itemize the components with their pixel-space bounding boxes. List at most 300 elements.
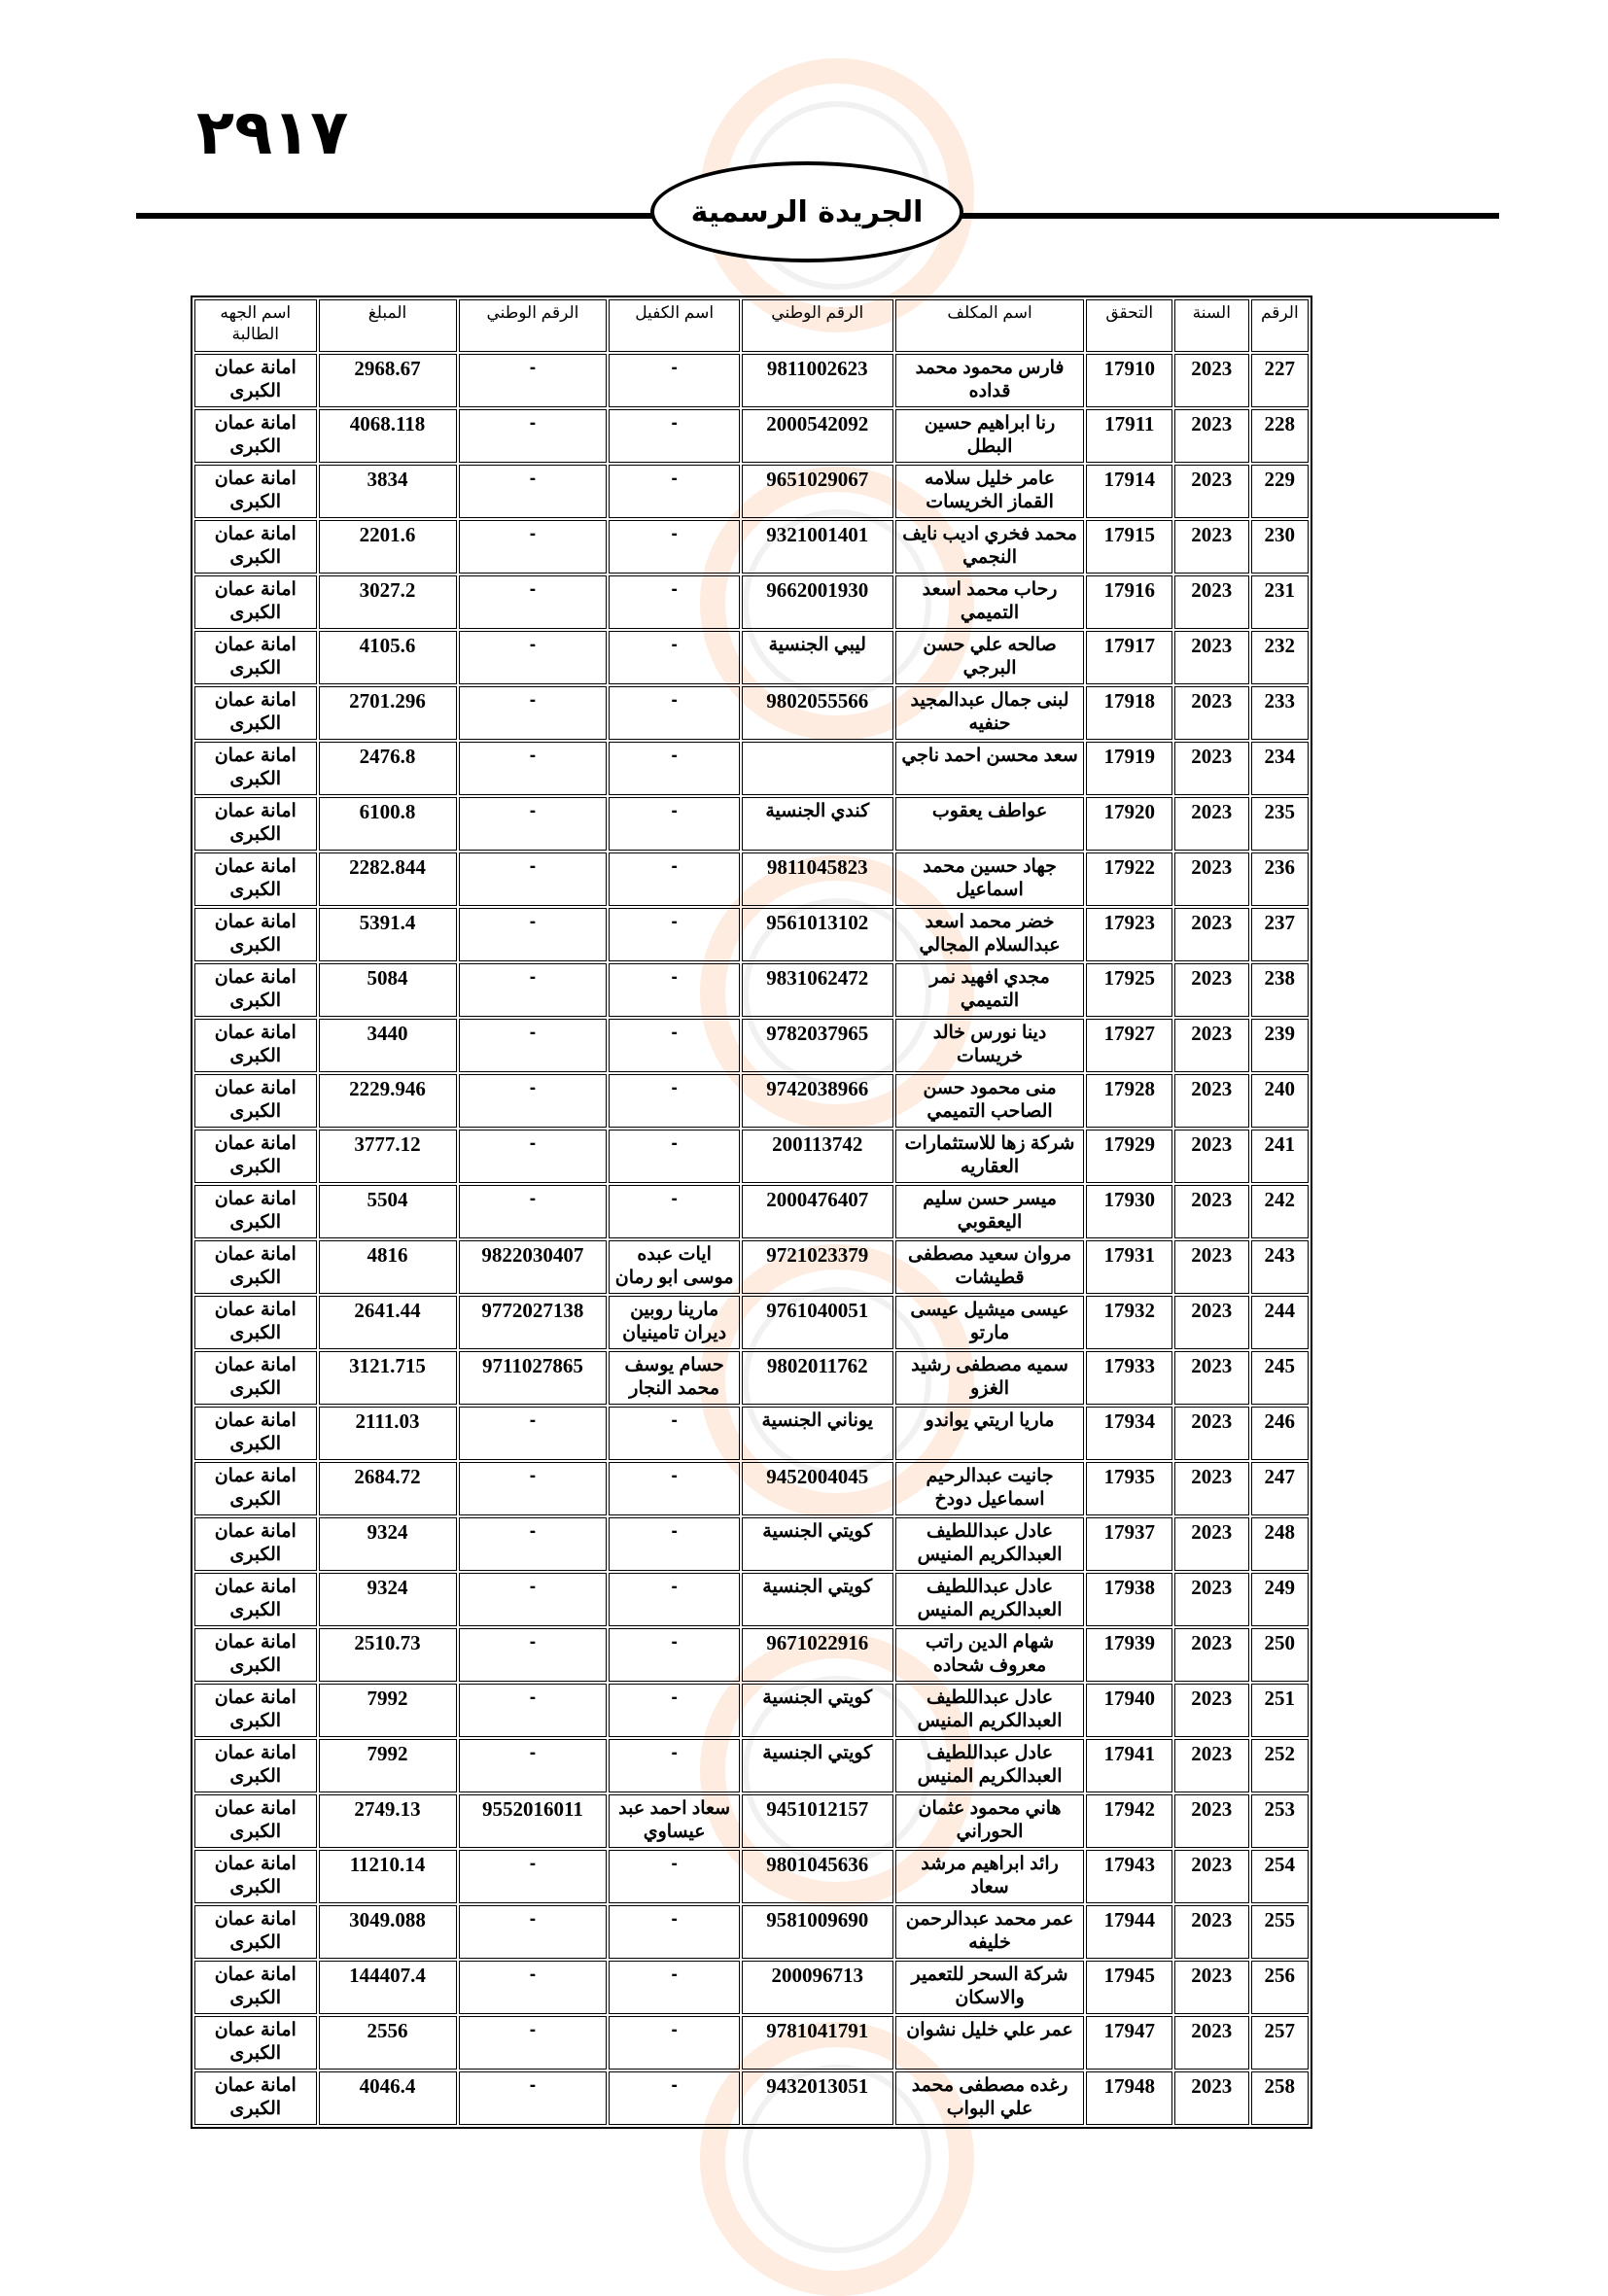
cell-year: 2023 <box>1174 631 1249 684</box>
cell-row-number: 258 <box>1251 2071 1309 2125</box>
cell-amount: 5391.4 <box>319 908 457 961</box>
cell-verification: 17932 <box>1086 1296 1172 1349</box>
cell-requesting-entity: امانة عمان الكبرى <box>194 1407 317 1460</box>
cell-year: 2023 <box>1174 465 1249 518</box>
cell-amount: 2111.03 <box>319 1407 457 1460</box>
cell-guarantor-name: - <box>609 742 740 795</box>
cell-national-id: 9432013051 <box>742 2071 893 2125</box>
cell-taxpayer-name: شركة السحر للتعمير والاسكان <box>895 1961 1085 2014</box>
cell-guarantor-national-id: 9711027865 <box>459 1351 608 1405</box>
cell-year: 2023 <box>1174 1905 1249 1959</box>
cell-national-id: ليبي الجنسية <box>742 631 893 684</box>
cell-taxpayer-name: عادل عبداللطيف العبدالكريم المنيس <box>895 1739 1085 1792</box>
cell-amount: 9324 <box>319 1573 457 1626</box>
cell-amount: 144407.4 <box>319 1961 457 2014</box>
cell-taxpayer-name: رائد ابراهيم مرشد سعاد <box>895 1850 1085 1903</box>
cell-guarantor-national-id: - <box>459 908 608 961</box>
cell-taxpayer-name: محمد فخري اديب نايف النجمي <box>895 520 1085 574</box>
cell-year: 2023 <box>1174 1794 1249 1848</box>
cell-row-number: 245 <box>1251 1351 1309 1405</box>
gazette-title-oval <box>650 161 963 262</box>
cell-amount: 3121.715 <box>319 1351 457 1405</box>
cell-requesting-entity: امانة عمان الكبرى <box>194 1185 317 1238</box>
table-row <box>194 1240 1309 1294</box>
cell-taxpayer-name: عمر محمد عبدالرحمن خليفه <box>895 1905 1085 1959</box>
cell-verification: 17947 <box>1086 2016 1172 2070</box>
cell-row-number: 248 <box>1251 1517 1309 1571</box>
cell-requesting-entity: امانة عمان الكبرى <box>194 2071 317 2125</box>
cell-amount: 11210.14 <box>319 1850 457 1903</box>
cell-guarantor-name: - <box>609 686 740 740</box>
cell-guarantor-name: - <box>609 631 740 684</box>
records-table <box>191 296 1312 2129</box>
cell-guarantor-national-id: - <box>459 1905 608 1959</box>
cell-national-id: كويتي الجنسية <box>742 1573 893 1626</box>
cell-national-id: 9802011762 <box>742 1351 893 1405</box>
table-row <box>194 1351 1309 1405</box>
cell-national-id: 9782037965 <box>742 1019 893 1072</box>
cell-requesting-entity: امانة عمان الكبرى <box>194 1905 317 1959</box>
cell-guarantor-national-id: - <box>459 465 608 518</box>
cell-year: 2023 <box>1174 1019 1249 1072</box>
cell-year: 2023 <box>1174 686 1249 740</box>
cell-amount: 4068.118 <box>319 409 457 463</box>
cell-verification: 17938 <box>1086 1573 1172 1626</box>
cell-requesting-entity: امانة عمان الكبرى <box>194 1074 317 1128</box>
cell-amount: 2476.8 <box>319 742 457 795</box>
cell-guarantor-name: سعاد احمد عبد عيساوي <box>609 1794 740 1848</box>
cell-verification: 17919 <box>1086 742 1172 795</box>
cell-guarantor-name: - <box>609 1185 740 1238</box>
cell-national-id: كندي الجنسية <box>742 797 893 851</box>
cell-guarantor-name: - <box>609 1019 740 1072</box>
cell-guarantor-national-id: - <box>459 1739 608 1792</box>
cell-requesting-entity: امانة عمان الكبرى <box>194 1462 317 1515</box>
cell-amount: 2201.6 <box>319 520 457 574</box>
cell-guarantor-national-id: 9772027138 <box>459 1296 608 1349</box>
cell-year: 2023 <box>1174 1462 1249 1515</box>
cell-year: 2023 <box>1174 1240 1249 1294</box>
cell-verification: 17915 <box>1086 520 1172 574</box>
cell-year: 2023 <box>1174 1185 1249 1238</box>
table-row <box>194 1517 1309 1571</box>
cell-guarantor-name: - <box>609 963 740 1017</box>
table-row <box>194 1794 1309 1848</box>
column-header-year: السنة <box>1174 299 1249 352</box>
cell-amount: 4105.6 <box>319 631 457 684</box>
cell-row-number: 229 <box>1251 465 1309 518</box>
cell-guarantor-national-id: - <box>459 963 608 1017</box>
cell-requesting-entity: امانة عمان الكبرى <box>194 1351 317 1405</box>
page-number: ٢٩١٧ <box>196 97 349 169</box>
cell-year: 2023 <box>1174 2071 1249 2125</box>
table-row <box>194 797 1309 851</box>
cell-national-id: 9662001930 <box>742 575 893 629</box>
cell-national-id: كويتي الجنسية <box>742 1517 893 1571</box>
cell-amount: 7992 <box>319 1739 457 1792</box>
cell-guarantor-national-id: - <box>459 1684 608 1737</box>
cell-national-id: 2000542092 <box>742 409 893 463</box>
cell-year: 2023 <box>1174 520 1249 574</box>
column-header-taxpayer-name: اسم المكلف <box>895 299 1085 352</box>
table-header-row <box>194 299 1309 352</box>
table-row <box>194 2016 1309 2070</box>
table-row <box>194 465 1309 518</box>
cell-national-id: 9742038966 <box>742 1074 893 1128</box>
column-header-national-id: الرقم الوطني <box>742 299 893 352</box>
cell-guarantor-national-id: - <box>459 631 608 684</box>
cell-year: 2023 <box>1174 1961 1249 2014</box>
cell-amount: 5504 <box>319 1185 457 1238</box>
cell-guarantor-national-id: - <box>459 1462 608 1515</box>
cell-amount: 2556 <box>319 2016 457 2070</box>
cell-guarantor-name: - <box>609 797 740 851</box>
cell-verification: 17944 <box>1086 1905 1172 1959</box>
cell-taxpayer-name: شهام الدين راتب معروف شحاده <box>895 1628 1085 1682</box>
cell-verification: 17929 <box>1086 1130 1172 1183</box>
column-header-guarantor-national-id: الرقم الوطني <box>459 299 608 352</box>
cell-national-id: 9671022916 <box>742 1628 893 1682</box>
cell-row-number: 233 <box>1251 686 1309 740</box>
cell-amount: 3049.088 <box>319 1905 457 1959</box>
cell-national-id: 9801045636 <box>742 1850 893 1903</box>
cell-amount: 2684.72 <box>319 1462 457 1515</box>
cell-verification: 17930 <box>1086 1185 1172 1238</box>
cell-amount: 3440 <box>319 1019 457 1072</box>
table-row <box>194 908 1309 961</box>
table-row <box>194 1905 1309 1959</box>
cell-row-number: 232 <box>1251 631 1309 684</box>
table-row <box>194 1407 1309 1460</box>
cell-guarantor-national-id: - <box>459 409 608 463</box>
cell-taxpayer-name: رغده مصطفى محمد علي البواب <box>895 2071 1085 2125</box>
cell-amount: 2282.844 <box>319 852 457 906</box>
cell-verification: 17934 <box>1086 1407 1172 1460</box>
cell-guarantor-name: - <box>609 354 740 407</box>
cell-requesting-entity: امانة عمان الكبرى <box>194 520 317 574</box>
cell-guarantor-name: - <box>609 1517 740 1571</box>
cell-year: 2023 <box>1174 1573 1249 1626</box>
cell-guarantor-national-id: 9552016011 <box>459 1794 608 1848</box>
cell-guarantor-name: - <box>609 520 740 574</box>
cell-requesting-entity: امانة عمان الكبرى <box>194 1794 317 1848</box>
cell-national-id: 200113742 <box>742 1130 893 1183</box>
cell-taxpayer-name: عادل عبداللطيف العبدالكريم المنيس <box>895 1684 1085 1737</box>
table-row <box>194 1573 1309 1626</box>
cell-year: 2023 <box>1174 1351 1249 1405</box>
cell-guarantor-national-id: - <box>459 1628 608 1682</box>
cell-row-number: 244 <box>1251 1296 1309 1349</box>
table-row <box>194 1739 1309 1792</box>
cell-guarantor-national-id: 9822030407 <box>459 1240 608 1294</box>
cell-guarantor-national-id: - <box>459 1074 608 1128</box>
cell-verification: 17942 <box>1086 1794 1172 1848</box>
cell-guarantor-national-id: - <box>459 797 608 851</box>
cell-amount: 6100.8 <box>319 797 457 851</box>
cell-taxpayer-name: لبنى جمال عبدالمجيد حنفيه <box>895 686 1085 740</box>
cell-taxpayer-name: عمر علي خليل نشوان <box>895 2016 1085 2070</box>
cell-verification: 17937 <box>1086 1517 1172 1571</box>
cell-requesting-entity: امانة عمان الكبرى <box>194 1684 317 1737</box>
cell-verification: 17940 <box>1086 1684 1172 1737</box>
cell-year: 2023 <box>1174 2016 1249 2070</box>
cell-row-number: 240 <box>1251 1074 1309 1128</box>
cell-verification: 17945 <box>1086 1961 1172 2014</box>
cell-guarantor-national-id: - <box>459 2071 608 2125</box>
cell-row-number: 251 <box>1251 1684 1309 1737</box>
cell-guarantor-name: - <box>609 1905 740 1959</box>
cell-amount: 3027.2 <box>319 575 457 629</box>
cell-row-number: 228 <box>1251 409 1309 463</box>
cell-national-id: 9321001401 <box>742 520 893 574</box>
cell-year: 2023 <box>1174 963 1249 1017</box>
cell-requesting-entity: امانة عمان الكبرى <box>194 852 317 906</box>
cell-taxpayer-name: عادل عبداللطيف العبدالكريم المنيس <box>895 1573 1085 1626</box>
cell-row-number: 230 <box>1251 520 1309 574</box>
cell-verification: 17941 <box>1086 1739 1172 1792</box>
cell-year: 2023 <box>1174 797 1249 851</box>
cell-amount: 4816 <box>319 1240 457 1294</box>
cell-requesting-entity: امانة عمان الكبرى <box>194 963 317 1017</box>
cell-verification: 17911 <box>1086 409 1172 463</box>
table-row <box>194 2071 1309 2125</box>
cell-guarantor-national-id: - <box>459 1407 608 1460</box>
cell-guarantor-name: - <box>609 1961 740 2014</box>
cell-requesting-entity: امانة عمان الكبرى <box>194 1573 317 1626</box>
cell-verification: 17933 <box>1086 1351 1172 1405</box>
cell-taxpayer-name: ميسر حسن سليم اليعقوبي <box>895 1185 1085 1238</box>
cell-requesting-entity: امانة عمان الكبرى <box>194 409 317 463</box>
cell-taxpayer-name: عيسى ميشيل عيسى مارتو <box>895 1296 1085 1349</box>
table-row <box>194 631 1309 684</box>
cell-taxpayer-name: شركة زها للاستثمارات العقاريه <box>895 1130 1085 1183</box>
cell-requesting-entity: امانة عمان الكبرى <box>194 797 317 851</box>
cell-year: 2023 <box>1174 1628 1249 1682</box>
cell-row-number: 243 <box>1251 1240 1309 1294</box>
cell-national-id: 9451012157 <box>742 1794 893 1848</box>
cell-taxpayer-name: عواطف يعقوب <box>895 797 1085 851</box>
cell-taxpayer-name: سميه مصطفى رشيد الغزو <box>895 1351 1085 1405</box>
table-row <box>194 686 1309 740</box>
cell-row-number: 249 <box>1251 1573 1309 1626</box>
table-row <box>194 1628 1309 1682</box>
cell-requesting-entity: امانة عمان الكبرى <box>194 1240 317 1294</box>
cell-requesting-entity: امانة عمان الكبرى <box>194 742 317 795</box>
cell-national-id: 9781041791 <box>742 2016 893 2070</box>
cell-row-number: 252 <box>1251 1739 1309 1792</box>
cell-guarantor-name: ايات عبده موسى ابو رمان <box>609 1240 740 1294</box>
cell-amount: 2749.13 <box>319 1794 457 1848</box>
table-row <box>194 852 1309 906</box>
cell-guarantor-name: - <box>609 465 740 518</box>
cell-verification: 17925 <box>1086 963 1172 1017</box>
table-row <box>194 1684 1309 1737</box>
cell-taxpayer-name: جانيت عبدالرحيم اسماعيل دودخ <box>895 1462 1085 1515</box>
cell-national-id: 9811045823 <box>742 852 893 906</box>
cell-year: 2023 <box>1174 575 1249 629</box>
table-row <box>194 1019 1309 1072</box>
cell-requesting-entity: امانة عمان الكبرى <box>194 575 317 629</box>
cell-row-number: 257 <box>1251 2016 1309 2070</box>
column-header-requesting-entity: اسم الجهه الطالبة <box>194 299 317 352</box>
column-header-amount: المبلغ <box>319 299 457 352</box>
cell-national-id: 9721023379 <box>742 1240 893 1294</box>
cell-taxpayer-name: سعد محسن احمد ناجي <box>895 742 1085 795</box>
cell-row-number: 236 <box>1251 852 1309 906</box>
cell-row-number: 253 <box>1251 1794 1309 1848</box>
cell-national-id: 9581009690 <box>742 1905 893 1959</box>
cell-guarantor-national-id: - <box>459 852 608 906</box>
cell-taxpayer-name: مروان سعيد مصطفى قطيشات <box>895 1240 1085 1294</box>
cell-national-id: كويتي الجنسية <box>742 1684 893 1737</box>
cell-verification: 17939 <box>1086 1628 1172 1682</box>
cell-amount: 9324 <box>319 1517 457 1571</box>
cell-amount: 2510.73 <box>319 1628 457 1682</box>
cell-year: 2023 <box>1174 1074 1249 1128</box>
cell-national-id: 9761040051 <box>742 1296 893 1349</box>
cell-amount: 2641.44 <box>319 1296 457 1349</box>
cell-row-number: 231 <box>1251 575 1309 629</box>
cell-taxpayer-name: هاني محمود عثمان الحوراني <box>895 1794 1085 1848</box>
cell-guarantor-national-id: - <box>459 686 608 740</box>
cell-year: 2023 <box>1174 1850 1249 1903</box>
cell-verification: 17928 <box>1086 1074 1172 1128</box>
table-row <box>194 1130 1309 1183</box>
cell-row-number: 239 <box>1251 1019 1309 1072</box>
cell-taxpayer-name: عادل عبداللطيف العبدالكريم المنيس <box>895 1517 1085 1571</box>
cell-verification: 17914 <box>1086 465 1172 518</box>
cell-guarantor-national-id: - <box>459 2016 608 2070</box>
cell-verification: 17922 <box>1086 852 1172 906</box>
table-row <box>194 409 1309 463</box>
table-row <box>194 1296 1309 1349</box>
cell-year: 2023 <box>1174 1296 1249 1349</box>
cell-requesting-entity: امانة عمان الكبرى <box>194 465 317 518</box>
cell-national-id: 9561013102 <box>742 908 893 961</box>
cell-guarantor-national-id: - <box>459 354 608 407</box>
cell-guarantor-national-id: - <box>459 1961 608 2014</box>
cell-taxpayer-name: منى محمود حسن الصاحب التميمي <box>895 1074 1085 1128</box>
cell-guarantor-national-id: - <box>459 1130 608 1183</box>
cell-taxpayer-name: جهاد حسين محمد اسماعيل <box>895 852 1085 906</box>
column-header-row-number: الرقم <box>1251 299 1309 352</box>
cell-taxpayer-name: مجدي افهيد نمر التميمي <box>895 963 1085 1017</box>
cell-guarantor-national-id: - <box>459 1019 608 1072</box>
cell-amount: 4046.4 <box>319 2071 457 2125</box>
cell-guarantor-name: - <box>609 1407 740 1460</box>
cell-national-id: 9802055566 <box>742 686 893 740</box>
cell-taxpayer-name: صالحه علي حسن البرجي <box>895 631 1085 684</box>
cell-amount: 3777.12 <box>319 1130 457 1183</box>
table-row <box>194 520 1309 574</box>
cell-amount: 5084 <box>319 963 457 1017</box>
cell-row-number: 254 <box>1251 1850 1309 1903</box>
cell-taxpayer-name: رنا ابراهيم حسين البطل <box>895 409 1085 463</box>
cell-year: 2023 <box>1174 908 1249 961</box>
cell-guarantor-name: مارينا روبين ديران تامينيان <box>609 1296 740 1349</box>
cell-amount: 2701.296 <box>319 686 457 740</box>
cell-row-number: 241 <box>1251 1130 1309 1183</box>
cell-guarantor-name: - <box>609 409 740 463</box>
cell-amount: 2968.67 <box>319 354 457 407</box>
cell-taxpayer-name: فارس محمود محمد قداده <box>895 354 1085 407</box>
cell-year: 2023 <box>1174 1130 1249 1183</box>
cell-verification: 17931 <box>1086 1240 1172 1294</box>
cell-taxpayer-name: ماريا اريتي يواندو <box>895 1407 1085 1460</box>
cell-taxpayer-name: دينا نورس خالد خريسات <box>895 1019 1085 1072</box>
cell-guarantor-national-id: - <box>459 742 608 795</box>
cell-taxpayer-name: خضر محمد اسعد عبدالسلام المجالي <box>895 908 1085 961</box>
cell-guarantor-name: - <box>609 1573 740 1626</box>
table-row <box>194 1185 1309 1238</box>
cell-row-number: 255 <box>1251 1905 1309 1959</box>
cell-amount: 2229.946 <box>319 1074 457 1128</box>
cell-verification: 17943 <box>1086 1850 1172 1903</box>
cell-guarantor-name: - <box>609 1628 740 1682</box>
cell-national-id: كويتي الجنسية <box>742 1739 893 1792</box>
gazette-title: الجريدة الرسمية <box>690 194 924 229</box>
cell-requesting-entity: امانة عمان الكبرى <box>194 2016 317 2070</box>
cell-year: 2023 <box>1174 1739 1249 1792</box>
cell-row-number: 235 <box>1251 797 1309 851</box>
cell-year: 2023 <box>1174 1517 1249 1571</box>
cell-year: 2023 <box>1174 852 1249 906</box>
cell-row-number: 227 <box>1251 354 1309 407</box>
cell-amount: 3834 <box>319 465 457 518</box>
cell-national-id: 200096713 <box>742 1961 893 2014</box>
cell-amount: 7992 <box>319 1684 457 1737</box>
table-row <box>194 742 1309 795</box>
table-row <box>194 963 1309 1017</box>
cell-guarantor-name: - <box>609 1074 740 1128</box>
cell-national-id: 9811002623 <box>742 354 893 407</box>
cell-taxpayer-name: عامر خليل سلامه القماز الخريسات <box>895 465 1085 518</box>
cell-guarantor-national-id: - <box>459 1517 608 1571</box>
cell-requesting-entity: امانة عمان الكبرى <box>194 1961 317 2014</box>
cell-row-number: 256 <box>1251 1961 1309 2014</box>
cell-guarantor-name: - <box>609 1130 740 1183</box>
cell-verification: 17910 <box>1086 354 1172 407</box>
cell-requesting-entity: امانة عمان الكبرى <box>194 1739 317 1792</box>
cell-row-number: 246 <box>1251 1407 1309 1460</box>
cell-guarantor-name: - <box>609 1739 740 1792</box>
cell-year: 2023 <box>1174 354 1249 407</box>
cell-verification: 17948 <box>1086 2071 1172 2125</box>
cell-requesting-entity: امانة عمان الكبرى <box>194 908 317 961</box>
cell-requesting-entity: امانة عمان الكبرى <box>194 1628 317 1682</box>
cell-row-number: 238 <box>1251 963 1309 1017</box>
cell-requesting-entity: امانة عمان الكبرى <box>194 354 317 407</box>
column-header-guarantor-name: اسم الكفيل <box>609 299 740 352</box>
cell-requesting-entity: امانة عمان الكبرى <box>194 1130 317 1183</box>
cell-national-id: 9452004045 <box>742 1462 893 1515</box>
cell-verification: 17920 <box>1086 797 1172 851</box>
cell-guarantor-name: - <box>609 852 740 906</box>
cell-requesting-entity: امانة عمان الكبرى <box>194 1296 317 1349</box>
cell-taxpayer-name: رحاب محمد اسعد التميمي <box>895 575 1085 629</box>
cell-guarantor-name: حسام يوسف محمد النجار <box>609 1351 740 1405</box>
table-row <box>194 1462 1309 1515</box>
table-row <box>194 1961 1309 2014</box>
cell-year: 2023 <box>1174 409 1249 463</box>
cell-guarantor-name: - <box>609 2016 740 2070</box>
cell-verification: 17918 <box>1086 686 1172 740</box>
table-row <box>194 354 1309 407</box>
cell-guarantor-name: - <box>609 1684 740 1737</box>
cell-year: 2023 <box>1174 742 1249 795</box>
cell-row-number: 242 <box>1251 1185 1309 1238</box>
cell-year: 2023 <box>1174 1407 1249 1460</box>
